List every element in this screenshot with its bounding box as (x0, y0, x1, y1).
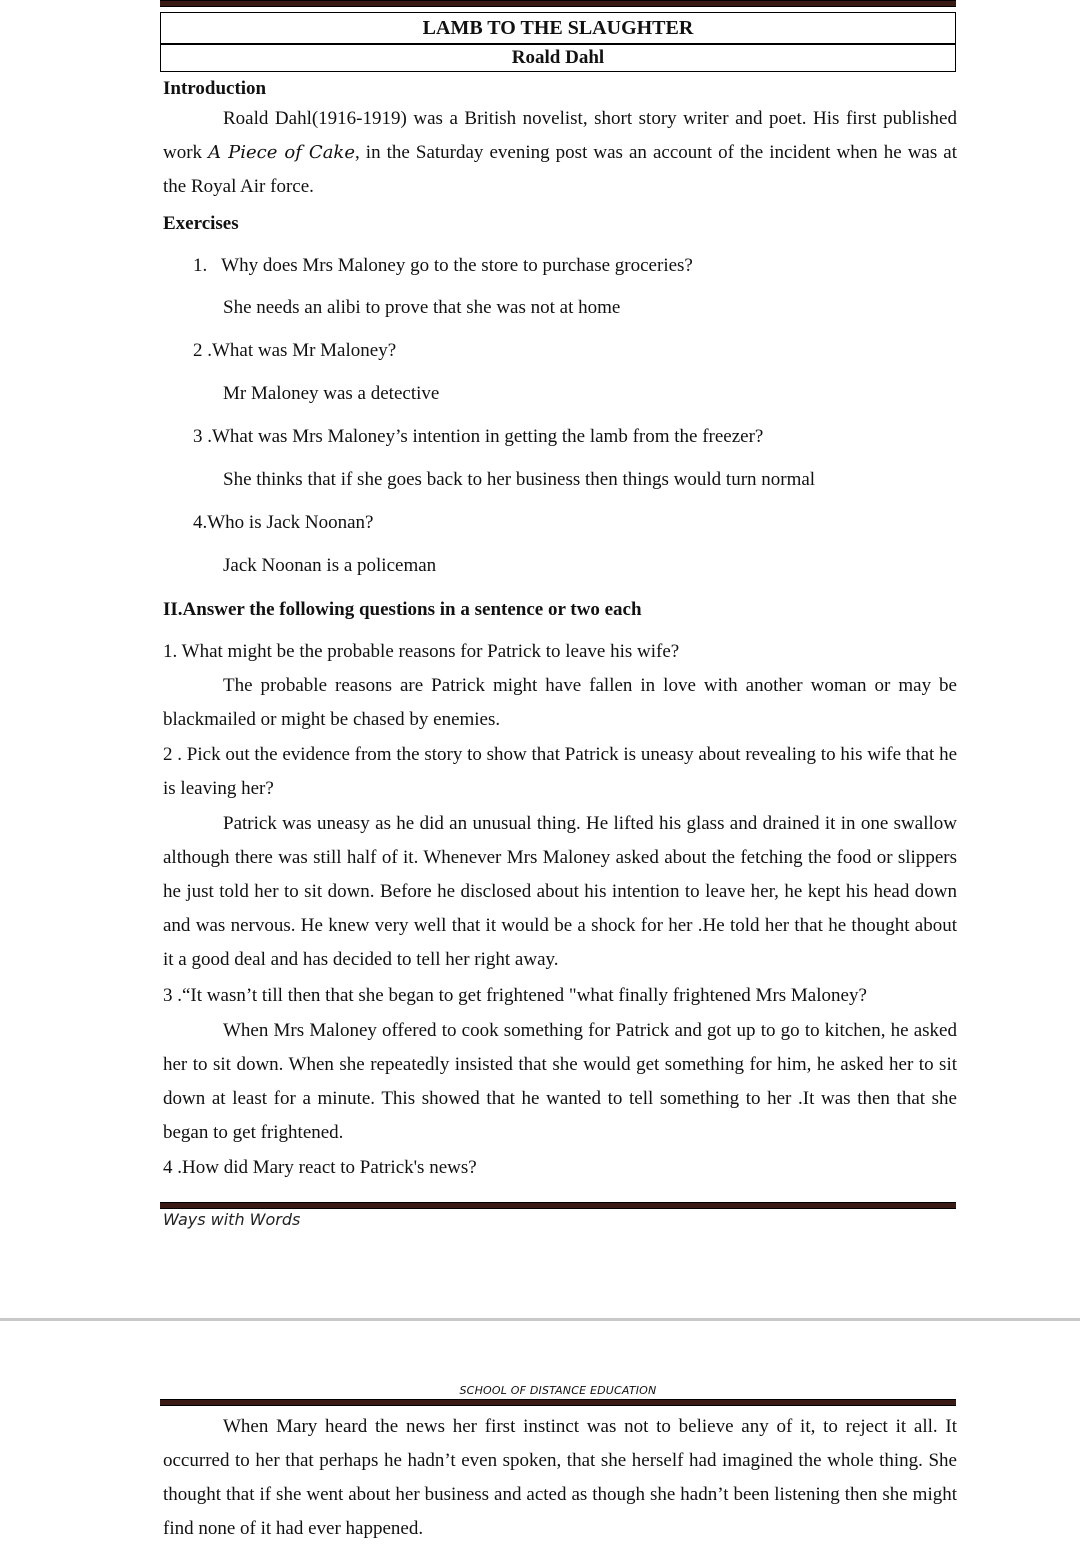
page2-paragraph: When Mary heard the news her first instinct was not to believe any of it, to reject it all. It occurred to her that perhaps he hadn’t even spoken, that she herself had imagined the whole thing. She thought that if she went about her business and acted as though she hadn’t been listening then she might find none of it had ever happened. (163, 1416, 957, 1539)
exercise-answer-1: She needs an alibi to prove that she was not at home (223, 297, 621, 318)
section2-question-3: 3 .“It wasn’t till then that she began to get frightened "what finally frightened Mrs Maloney? (163, 985, 867, 1006)
exercise-answer-4: Jack Noonan is a policeman (223, 555, 437, 576)
section2-answer-1: The probable reasons are Patrick might have fallen in love with another woman or may be blackmailed or might be chased by enemies. (163, 675, 957, 730)
section2-answer-3: When Mrs Maloney offered to cook something for Patrick and got up to go to kitchen, he asked her to sit down. When she repeatedly insisted that she would get something for him, he asked her to sit down at least for a minute. This showed that he wanted to tell something to her .It was then that she began to get frightened. (163, 1020, 957, 1143)
intro-paragraph (163, 102, 957, 204)
exercise-question-1: 1. Why does Mrs Maloney go to the store to purchase groceries? (193, 255, 693, 276)
exercise-answer-2: Mr Maloney was a detective (223, 383, 440, 404)
intro-text-2: , in the Saturday evening post was an account of the incident when he was at the Royal Air force. (163, 142, 957, 197)
footer-text: Ways with Words (163, 1210, 301, 1229)
page-separator (0, 1318, 1080, 1321)
section2-question-2: 2 . Pick out the evidence from the story to show that Patrick is uneasy about revealing to his wife that he is leaving her? (163, 744, 957, 799)
page2-header: SCHOOL OF DISTANCE EDUCATION (459, 1384, 657, 1397)
title-box (160, 12, 956, 44)
section2-question-4: 4 .How did Mary react to Patrick's news? (163, 1157, 477, 1178)
section2-question-1: 1. What might be the probable reasons for Patrick to leave his wife? (163, 641, 680, 662)
section2-answer-2: Patrick was uneasy as he did an unusual thing. He lifted his glass and drained it in one swallow although there was still half of it. Whenever Mrs Maloney asked about the fetching the food or slippers he just told her to sit down. Before he disclosed about his intention to leave her, he kept his head down and was nervous. He knew very well that it would be a shock for her .He told her that he thought about it a good deal and has decided to tell her right away. (163, 813, 957, 970)
exercise-question-3: 3 .What was Mrs Maloney’s intention in getting the lamb from the freezer? (193, 426, 764, 447)
footer-rule (160, 1202, 956, 1209)
intro-work-title: A Piece of Cake (208, 142, 355, 163)
document-title: LAMB TO THE SLAUGHTER (422, 17, 694, 39)
author-name: Roald Dahl (511, 47, 605, 68)
top-rule (160, 0, 956, 7)
intro-text-1: Roald Dahl(1916-1919) was a British novelist, short story writer and poet. His first published work (163, 108, 957, 163)
exercise-question-4: 4.Who is Jack Noonan? (193, 512, 374, 533)
exercises-heading: Exercises (163, 213, 239, 234)
section2-heading: II.Answer the following questions in a sentence or two each (163, 599, 642, 620)
intro-heading: Introduction (163, 78, 267, 99)
page2-header-rule (160, 1399, 956, 1406)
exercise-answer-3: She thinks that if she goes back to her business then things would turn normal (223, 469, 816, 490)
exercise-question-2: 2 .What was Mr Maloney? (193, 340, 397, 361)
author-box (160, 44, 956, 72)
